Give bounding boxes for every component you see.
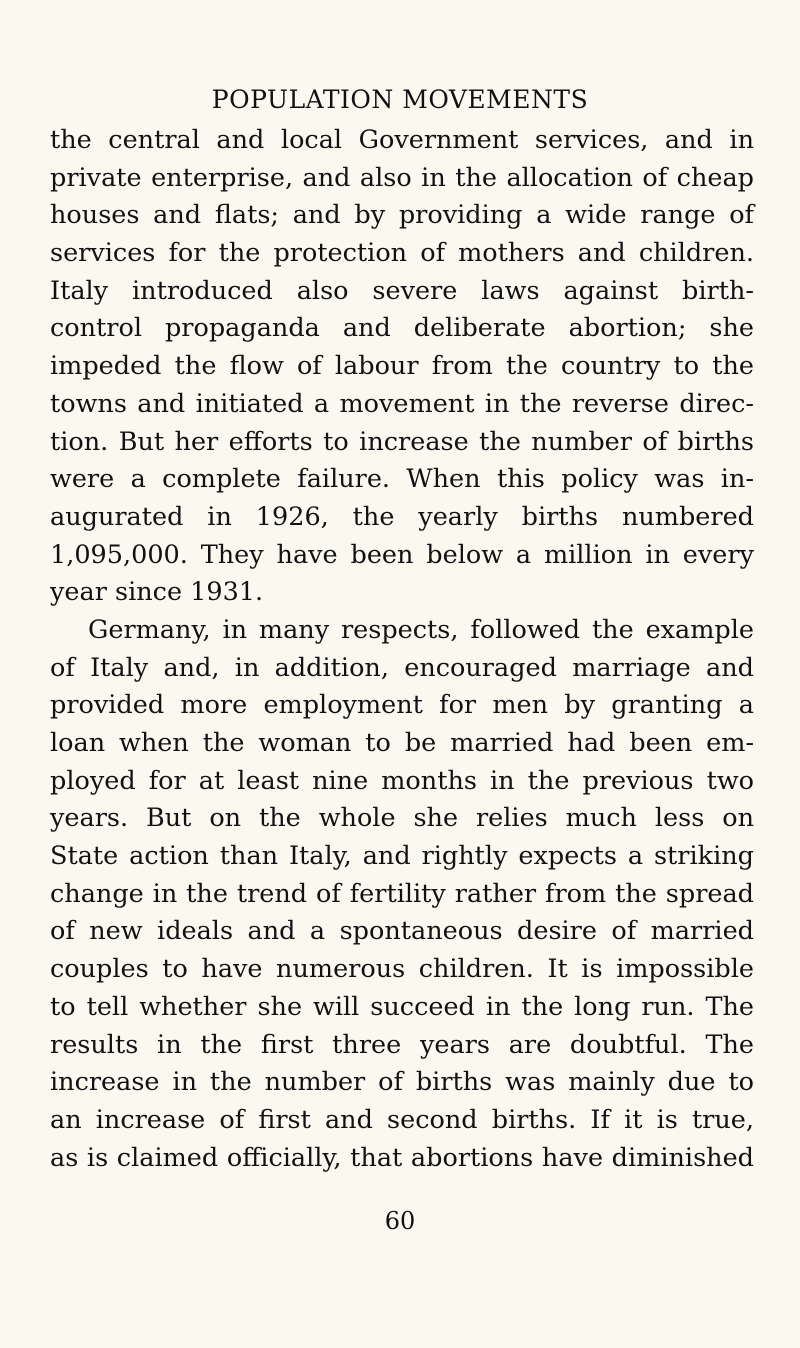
text-line: increase in the number of births was mainly due to (50, 1067, 754, 1098)
text-line: the central and local Government services, and in (50, 125, 754, 155)
text-line: tion. But her efforts to increase the number of births (50, 426, 754, 457)
body-text (50, 122, 754, 1177)
running-head: POPULATION MOVEMENTS (211, 85, 589, 114)
page-number: 60 (384, 1207, 416, 1235)
text-line-paragraph-end: year since 1931. (50, 577, 264, 608)
text-line: of Italy and, in addition, encouraged marriage and (50, 652, 754, 683)
text-line: State action than Italy, and rightly expects a striking (50, 841, 754, 872)
text-line: Italy introduced also severe laws against birth- (50, 275, 754, 306)
text-line: control propaganda and deliberate abortion; she (50, 313, 754, 344)
text-line: towns and initiated a movement in the reverse direc- (50, 388, 754, 419)
text-line: couples to have numerous children. It is impossible (50, 954, 754, 985)
text-line: houses and flats; and by providing a wide range of (50, 200, 754, 231)
text-line: impeded the flow of labour from the country to the (50, 351, 754, 382)
text-line: as is claimed officially, that abortions have diminished (50, 1142, 754, 1173)
text-line: to tell whether she will succeed in the long run. The (50, 991, 754, 1022)
text-line: ployed for at least nine months in the previous two (50, 765, 754, 796)
text-line: loan when the woman to be married had been em- (50, 728, 754, 758)
text-line: of new ideals and a spontaneous desire of married (50, 916, 754, 947)
text-line: were a complete failure. When this policy was in- (50, 464, 754, 495)
text-line: services for the protection of mothers and children. (50, 238, 754, 269)
text-line: private enterprise, and also in the allocation of cheap (50, 162, 754, 193)
text-line: 1,095,000. They have been below a million in every (50, 539, 754, 570)
text-line: years. But on the whole she relies much less on (50, 803, 754, 834)
text-line-paragraph-start: Germany, in many respects, followed the example (88, 614, 754, 645)
text-line: provided more employment for men by granting a (50, 690, 754, 721)
text-line: results in the first three years are doubtful. The (50, 1029, 754, 1060)
text-line: augurated in 1926, the yearly births numbered (50, 501, 754, 532)
text-line: an increase of first and second births. If it is true, (50, 1104, 754, 1135)
text-line: change in the trend of fertility rather from the spread (50, 878, 754, 909)
